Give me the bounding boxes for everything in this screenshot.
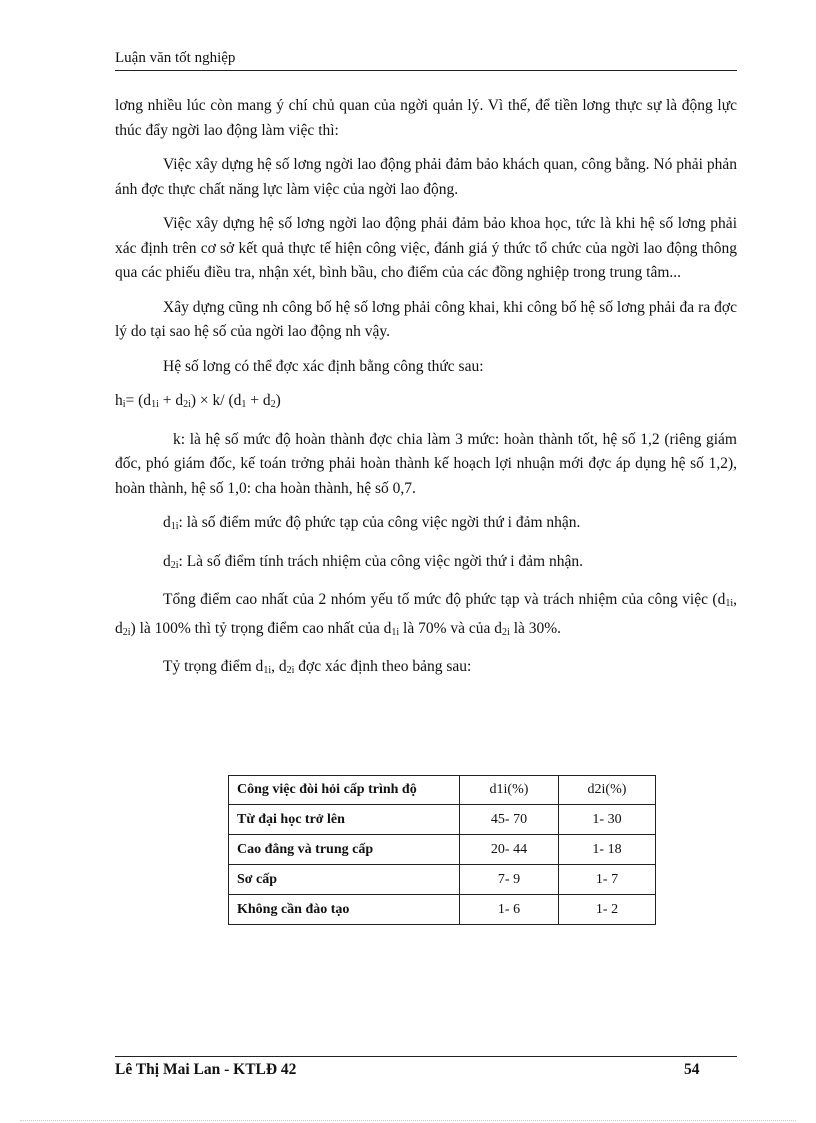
table-header-cell: d1i(%) [460, 776, 559, 805]
table-cell: Cao đẳng và trung cấp [229, 835, 460, 865]
page-edge-divider [20, 1120, 796, 1121]
table-cell: Không cần đào tạo [229, 895, 460, 925]
coefficient-table [228, 775, 656, 925]
table-header-cell: d2i(%) [559, 776, 656, 805]
paragraph: Việc xây dựng hệ số lơng ngời lao động phải đảm bảo khoa học, tức là khi hệ số lơng phải xác định trên cơ sở kết quả thực tế hiện công việc, đánh giá ý thức tổ chức của ngời lao động thông qua các phiếu điều tra, nhận xét, bình bầu, cho điểm của các đồng nghiệp trong trung tâm... [115, 215, 737, 281]
paragraph: lơng nhiều lúc còn mang ý chí chủ quan của ngời quản lý. Vì thế, để tiền lơng thực sự là động lực thúc đẩy ngời lao động làm việc thì: [115, 97, 737, 139]
table-row [229, 895, 656, 925]
table-cell: 20- 44 [460, 835, 559, 865]
table-header-cell: Công việc đòi hỏi cấp trình độ [229, 776, 460, 805]
paragraph: $d_{2i}$: Là số điểm tính trách nhiệm của công việc ngời thứ i đảm nhận. [163, 552, 583, 571]
page-footer [115, 1056, 737, 1078]
table-row [229, 835, 656, 865]
paragraph: Tỷ trọng điểm $d_{1i}$, $d_{2i}$ đợc xác định theo bảng sau: [163, 658, 472, 676]
table-row [229, 805, 656, 835]
table-cell: 45- 70 [460, 805, 559, 835]
paragraph: Tổng điểm cao nhất của 2 nhóm yếu tố mức độ phức tạp và trách nhiệm của công việc ($d_{1i}$, $d_{2i}$) là 100% thì tỷ trọng điểm cao nhất của $d_{1i}$ là 70% và của $d_{2i}$ là 30%. [115, 591, 737, 638]
table-cell: 1- 18 [559, 835, 656, 865]
header-title: Luận văn tốt nghiệp [115, 50, 236, 66]
table-cell: 1- 30 [559, 805, 656, 835]
table-cell: Sơ cấp [229, 865, 460, 895]
page-body [115, 94, 737, 694]
table-row [229, 865, 656, 895]
table-header-row [229, 776, 656, 805]
paragraph: Việc xây dựng hệ số lơng ngời lao động phải đảm bảo khách quan, công bằng. Nó phải phản ánh đợc thực chất năng lực làm việc của ngời lao động. [115, 156, 737, 198]
paragraph: $d_{1i}$: là số điểm mức độ phức tạp của công việc ngời thứ i đảm nhận. [163, 514, 581, 532]
page-number: 54 [684, 1061, 700, 1078]
formula: $h_i= (d_{1i} + d_{2i}) \times k/$ $(d_1 + d_2)$ [115, 392, 281, 410]
paragraph: Xây dựng cũng nh công bố hệ số lơng phải công khai, khi công bố hệ số lơng phải đa ra đợc lý do tại sao hệ số của ngời lao động nh vậy. [115, 298, 737, 340]
page-header [115, 48, 737, 71]
table-cell: 1- 6 [460, 895, 559, 925]
table-cell: Từ đại học trở lên [229, 805, 460, 835]
table-cell: 7- 9 [460, 865, 559, 895]
table-cell: 1- 7 [559, 865, 656, 895]
table-cell: 1- 2 [559, 895, 656, 925]
footer-author: Lê Thị Mai Lan - KTLĐ 42 [115, 1061, 297, 1078]
paragraph: Hệ số lơng có thể đợc xác định bằng công thức sau: [163, 357, 484, 375]
paragraph: k: là hệ số mức độ hoàn thành đợc chia làm 3 mức: hoàn thành tốt, hệ số 1,2 (riêng giám đốc, phó giám đốc, kế toán trởng phải hoàn thành kế hoạch lợi nhuận mới đợc áp dụng hệ số 1,2), hoàn thành, hệ số 1,0: cha hoàn thành, hệ số 0,7. [115, 430, 737, 497]
